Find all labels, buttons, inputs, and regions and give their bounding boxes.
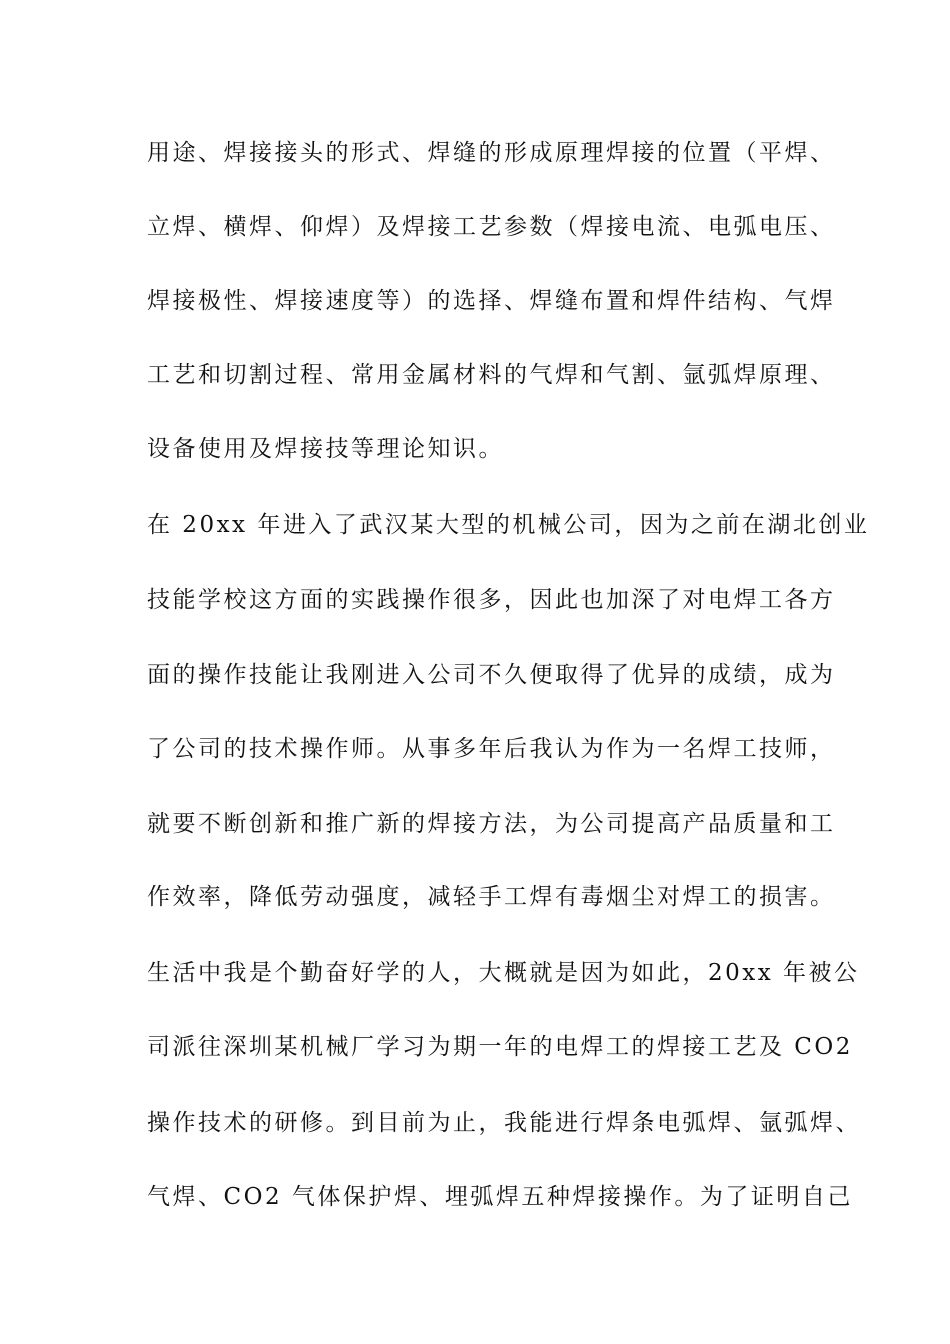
text-line: 了公司的技术操作师。从事多年后我认为作为一名焊工技师， (147, 736, 836, 762)
text-line: 作效率，降低劳动强度，减轻手工焊有毒烟尘对焊工的损害。 (147, 884, 836, 910)
text-line: 气焊、CO2 气体保护焊、埋弧焊五种焊接操作。为了证明自己 (147, 1184, 853, 1210)
text-line: 在 20xx 年进入了武汉某大型的机械公司，因为之前在湖北创业 (147, 512, 870, 538)
text-line: 焊接极性、焊接速度等）的选择、焊缝布置和焊件结构、气焊 (147, 288, 836, 314)
text-line: 技能学校这方面的实践操作很多，因此也加深了对电焊工各方 (147, 587, 836, 613)
text-line: 工艺和切割过程、常用金属材料的气焊和气割、氩弧焊原理、 (147, 362, 836, 388)
text-line: 生活中我是个勤奋好学的人，大概就是因为如此，20xx 年被公 (147, 960, 860, 986)
text-line: 操作技术的研修。到目前为止，我能进行焊条电弧焊、氩弧焊、 (147, 1110, 861, 1136)
text-line: 用途、焊接接头的形式、焊缝的形成原理焊接的位置（平焊、 (147, 140, 836, 166)
text-line: 立焊、横焊、仰焊）及焊接工艺参数（焊接电流、电弧电压、 (147, 214, 836, 240)
text-line: 面的操作技能让我刚进入公司不久便取得了优异的成绩，成为 (147, 662, 836, 688)
text-line: 司派往深圳某机械厂学习为期一年的电焊工的焊接工艺及 CO2 (147, 1034, 853, 1060)
text-line: 设备使用及焊接技等理论知识。 (147, 436, 504, 462)
text-line: 就要不断创新和推广新的焊接方法，为公司提高产品质量和工 (147, 811, 836, 837)
